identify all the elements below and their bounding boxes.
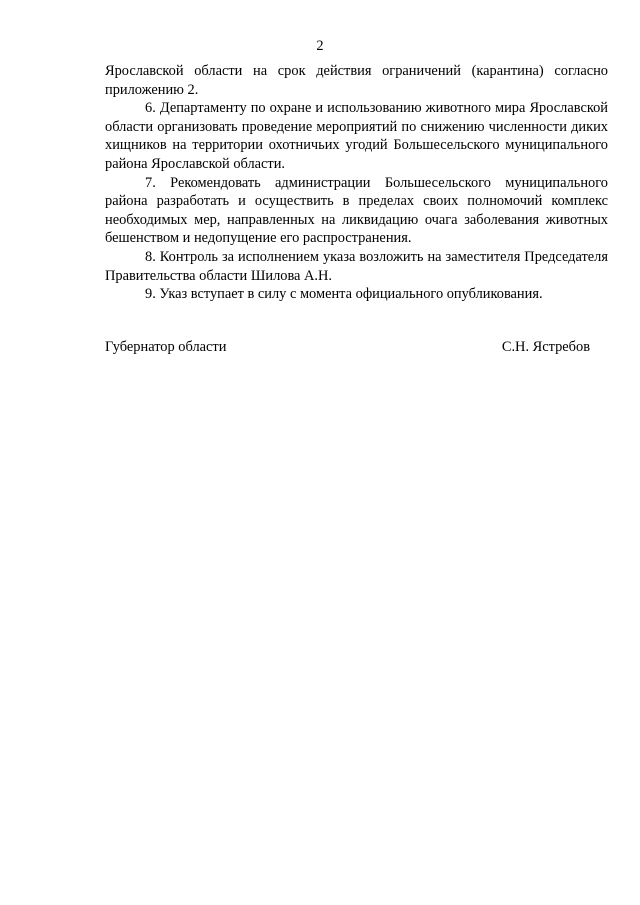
paragraph-continuation: Ярославской области на срок действия ограничений (карантина) согласно приложению 2. [105,63,608,98]
paragraph-item-6: 6. Департаменту по охране и использованию животного мира Ярославской области организовать проведение мероприятий по снижению численности диких хищников на территории охотничьих угодий Большесельского муниципального района Ярославской области. [105,100,608,172]
signatory-name: С.Н. Ястребов [501,339,590,355]
page-number: 2 [316,38,324,54]
paragraph-item-9: 9. Указ вступает в силу с момента официального опубликования. [145,286,543,303]
paragraph-item-7: 7. Рекомендовать администрации Большесельского муниципального района разработать и осуществить в пределах своих полномочий комплекс необходимых мер, направленных на ликвидацию очага заболевания животных бешенством и недопущение его распространения. [105,174,608,247]
signatory-position: Губернатор области [105,339,227,355]
paragraph-item-8: 8. Контроль за исполнением указа возложить на заместителя Председателя Правительства области Шилова А.Н. [105,248,608,284]
document-body [105,62,608,304]
signature-block [105,338,590,356]
